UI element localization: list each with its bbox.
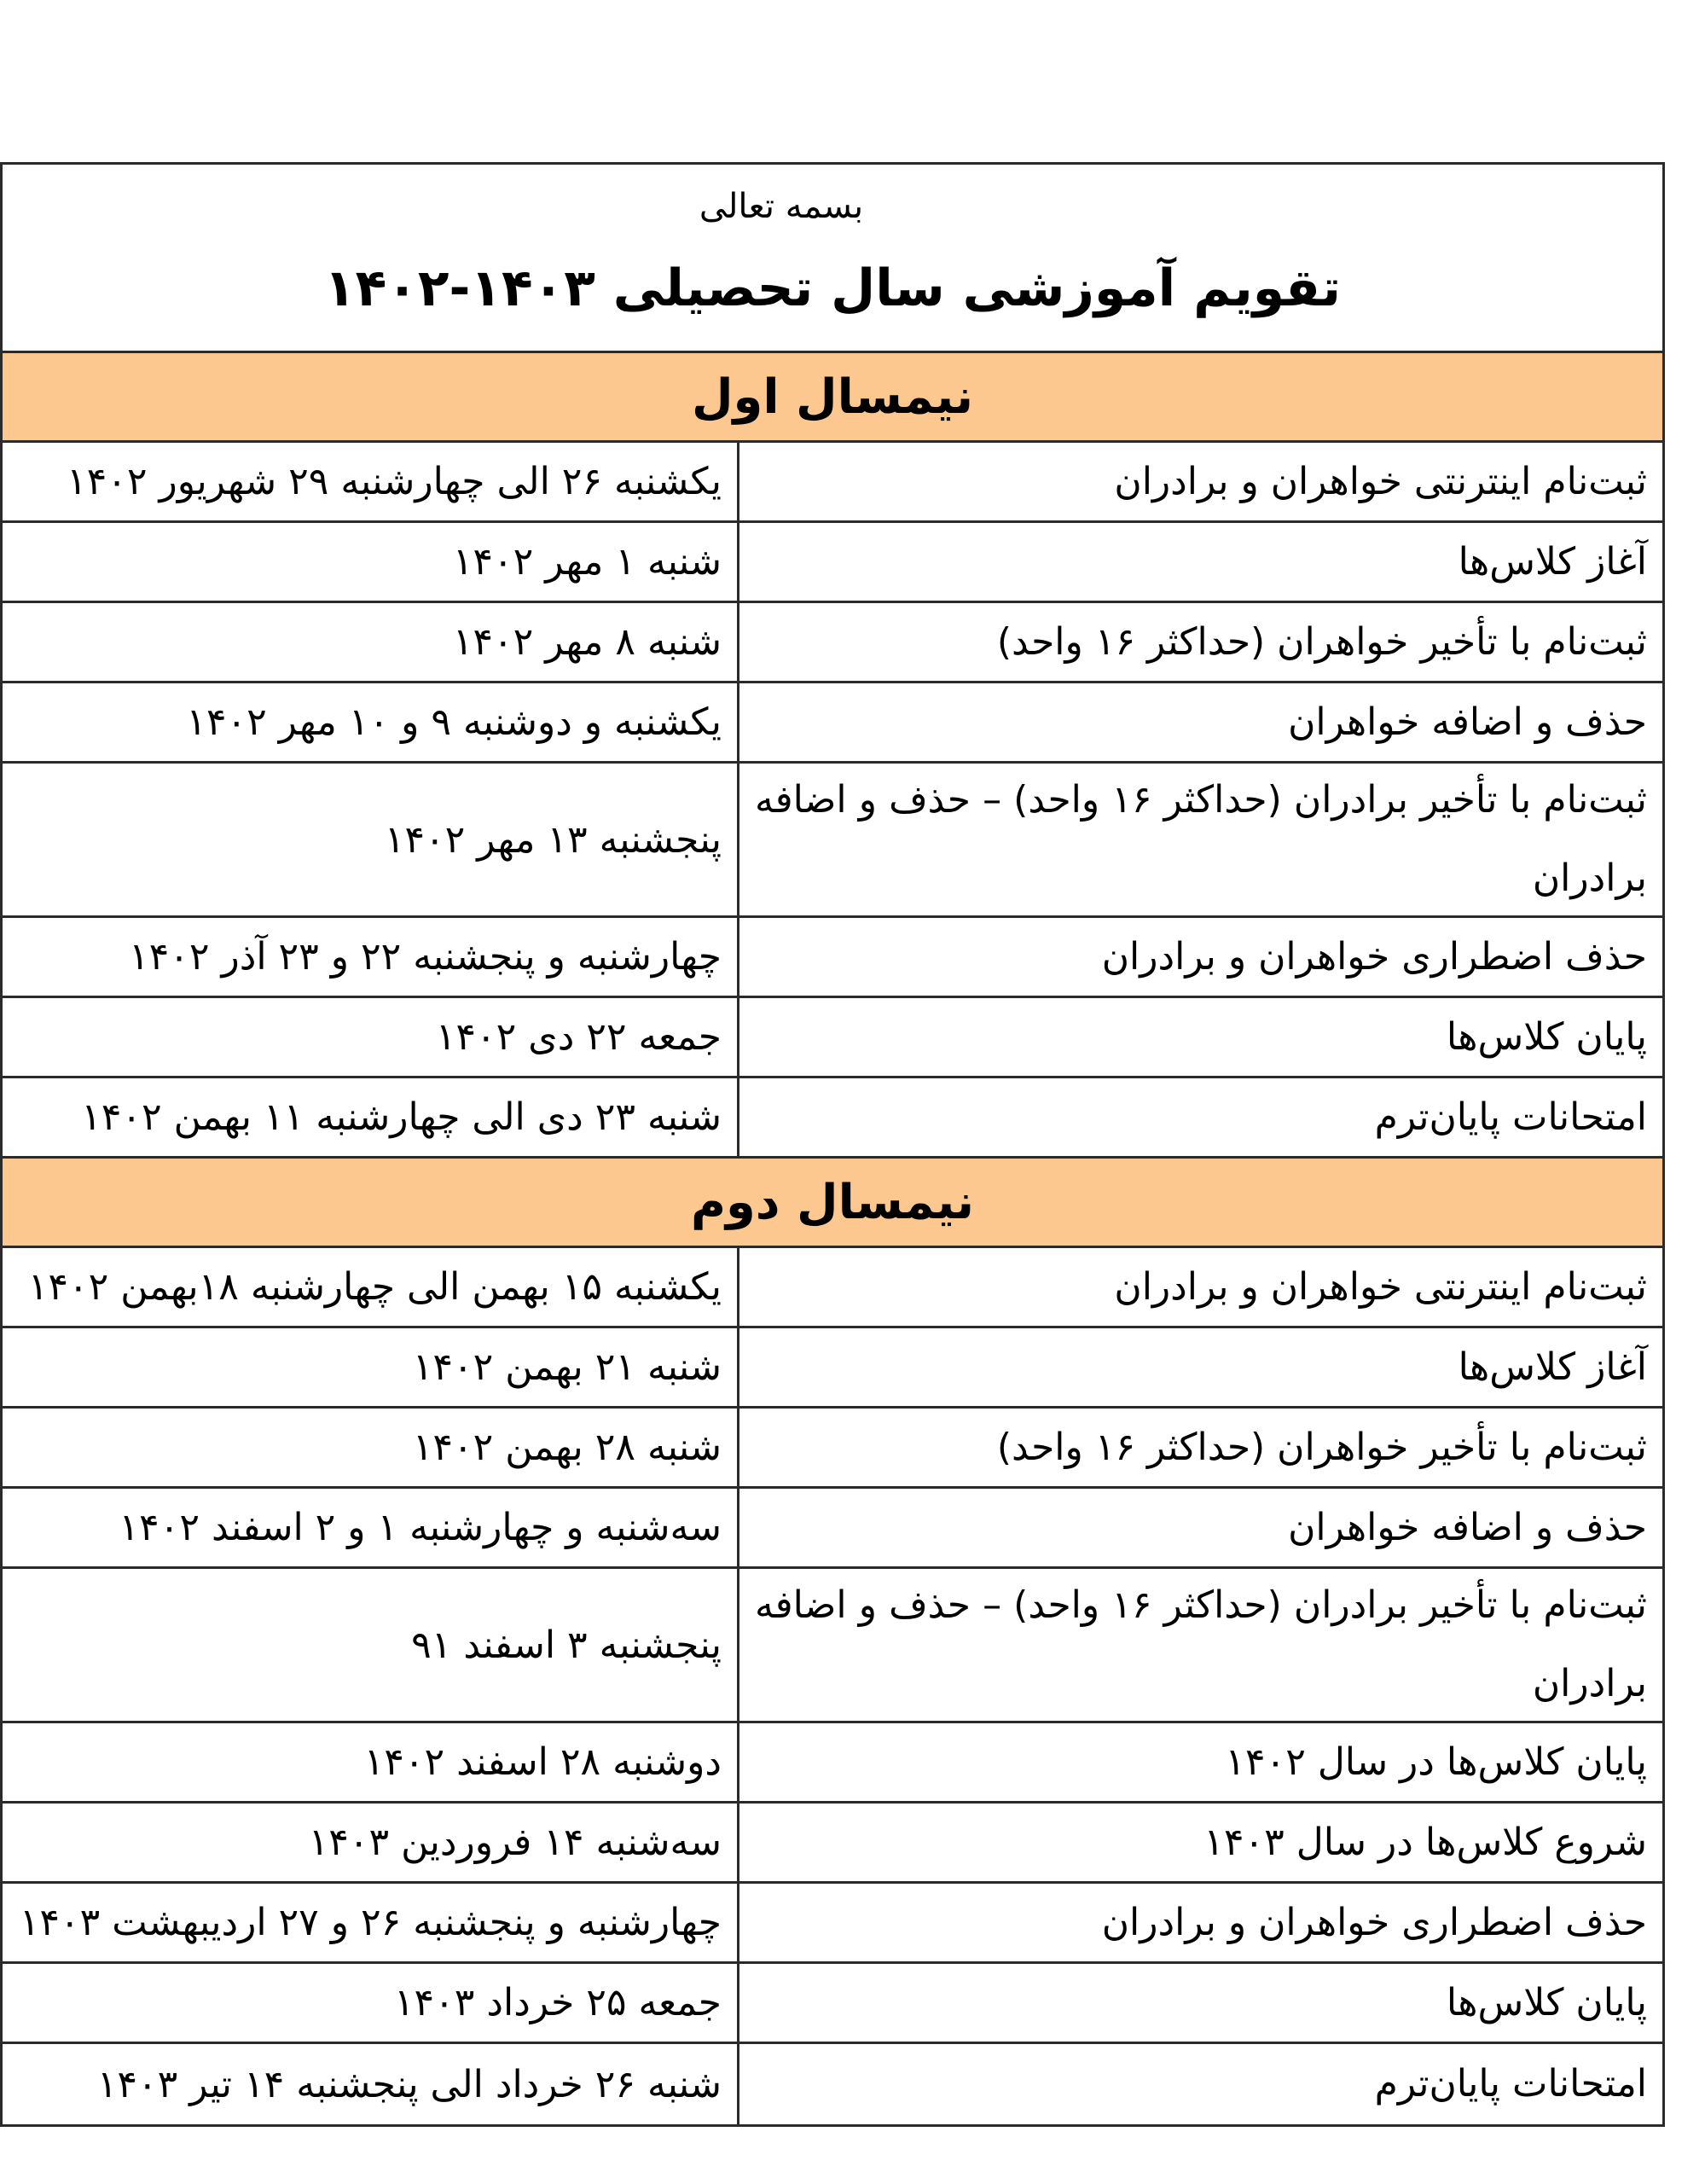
table-row xyxy=(3,443,1662,523)
date-cell: یکشنبه و دوشنبه ۹ و ۱۰ مهر ۱۴۰۲ xyxy=(186,700,722,744)
date-cell: سه‌شنبه ۱۴ فروردین ۱۴۰۳ xyxy=(308,1821,722,1864)
semester-2-header: نیمسال دوم xyxy=(3,1159,1662,1248)
event-cell: شروع کلاس‌ها در سال ۱۴۰۳ xyxy=(737,1804,1662,1881)
table-row xyxy=(3,1884,1662,1964)
date-cell: پنجشنبه ۱۳ مهر ۱۴۰۲ xyxy=(384,817,722,862)
date-cell: یکشنبه ۲۶ الی چهارشنبه ۲۹ شهریور ۱۴۰۲ xyxy=(66,460,722,503)
event-cell: حذف و اضافه خواهران xyxy=(737,683,1662,761)
date-cell: جمعه ۲۲ دی ۱۴۰۲ xyxy=(435,1015,722,1059)
event-cell: ثبت‌نام با تأخیر برادران (حداکثر ۱۶ واحد) – حذف و اضافه برادران xyxy=(737,1569,1662,1721)
table-row xyxy=(3,1569,1662,1723)
table-row xyxy=(3,1964,1662,2044)
table-row xyxy=(3,1078,1662,1159)
date-cell: چهارشنبه و پنجشنبه ۲۶ و ۲۷ اردیبهشت ۱۴۰۳ xyxy=(19,1901,722,1944)
event-cell: ثبت‌نام اینترنتی خواهران و برادران xyxy=(737,443,1662,520)
event-cell: ثبت‌نام با تأخیر برادران (حداکثر ۱۶ واحد) – حذف و اضافه برادران xyxy=(737,764,1662,915)
event-cell: پایان کلاس‌ها xyxy=(737,1964,1662,2042)
table-row xyxy=(3,1328,1662,1409)
table-row xyxy=(3,1723,1662,1804)
academic-calendar-table xyxy=(0,162,1665,2127)
table-row xyxy=(3,683,1662,764)
table-row xyxy=(3,603,1662,683)
date-cell: شنبه ۲۶ خرداد الی پنجشنبه ۱۴ تیر ۱۴۰۳ xyxy=(96,2062,722,2106)
table-row xyxy=(3,998,1662,1078)
date-cell: سه‌شنبه و چهارشنبه ۱ و ۲ اسفند ۱۴۰۲ xyxy=(119,1506,722,1549)
document-header xyxy=(3,165,1662,353)
table-row xyxy=(3,1489,1662,1569)
event-cell: پایان کلاس‌ها در سال ۱۴۰۲ xyxy=(737,1723,1662,1801)
event-cell: حذف اضطراری خواهران و برادران xyxy=(737,918,1662,996)
event-cell: ثبت‌نام با تأخیر خواهران (حداکثر ۱۶ واحد) xyxy=(737,1409,1662,1486)
date-cell: پنجشنبه ۳ اسفند ۹۱ xyxy=(411,1623,722,1667)
date-cell: جمعه ۲۵ خرداد ۱۴۰۳ xyxy=(393,1981,722,2024)
event-cell: آغاز کلاس‌ها xyxy=(737,1328,1662,1406)
event-cell: امتحانات پایان‌ترم xyxy=(737,2044,1662,2124)
table-row xyxy=(3,2044,1662,2124)
table-row xyxy=(3,1248,1662,1328)
date-cell: یکشنبه ۱۵ بهمن الی چهارشنبه ۱۸بهمن ۱۴۰۲ xyxy=(27,1265,722,1309)
event-cell: آغاز کلاس‌ها xyxy=(737,523,1662,601)
date-cell: شنبه ۲۳ دی الی چهارشنبه ۱۱ بهمن ۱۴۰۲ xyxy=(81,1095,722,1139)
table-row xyxy=(3,1804,1662,1884)
table-row xyxy=(3,1409,1662,1489)
semester-1-header: نیمسال اول xyxy=(3,353,1662,443)
event-cell: امتحانات پایان‌ترم xyxy=(737,1078,1662,1156)
event-cell: ثبت‌نام اینترنتی خواهران و برادران xyxy=(737,1248,1662,1326)
date-cell: شنبه ۸ مهر ۱۴۰۲ xyxy=(452,620,722,664)
event-cell: حذف اضطراری خواهران و برادران xyxy=(737,1884,1662,1961)
document-title: تقویم آموزشی سال تحصیلی ۱۴۰۳-۱۴۰۲ xyxy=(323,258,1342,318)
date-cell: شنبه ۲۸ بهمن ۱۴۰۲ xyxy=(412,1426,722,1469)
event-cell: حذف و اضافه خواهران xyxy=(737,1489,1662,1566)
date-cell: شنبه ۲۱ بهمن ۱۴۰۲ xyxy=(412,1345,722,1389)
table-row xyxy=(3,764,1662,918)
basmala-text: بسمه تعالی xyxy=(699,187,864,226)
event-cell: پایان کلاس‌ها xyxy=(737,998,1662,1076)
date-cell: شنبه ۱ مهر ۱۴۰۲ xyxy=(452,540,722,584)
event-cell: ثبت‌نام با تأخیر خواهران (حداکثر ۱۶ واحد) xyxy=(737,603,1662,681)
table-row xyxy=(3,523,1662,603)
date-cell: دوشنبه ۲۸ اسفند ۱۴۰۲ xyxy=(363,1740,722,1784)
table-row xyxy=(3,918,1662,998)
date-cell: چهارشنبه و پنجشنبه ۲۲ و ۲۳ آذر ۱۴۰۲ xyxy=(128,935,722,979)
